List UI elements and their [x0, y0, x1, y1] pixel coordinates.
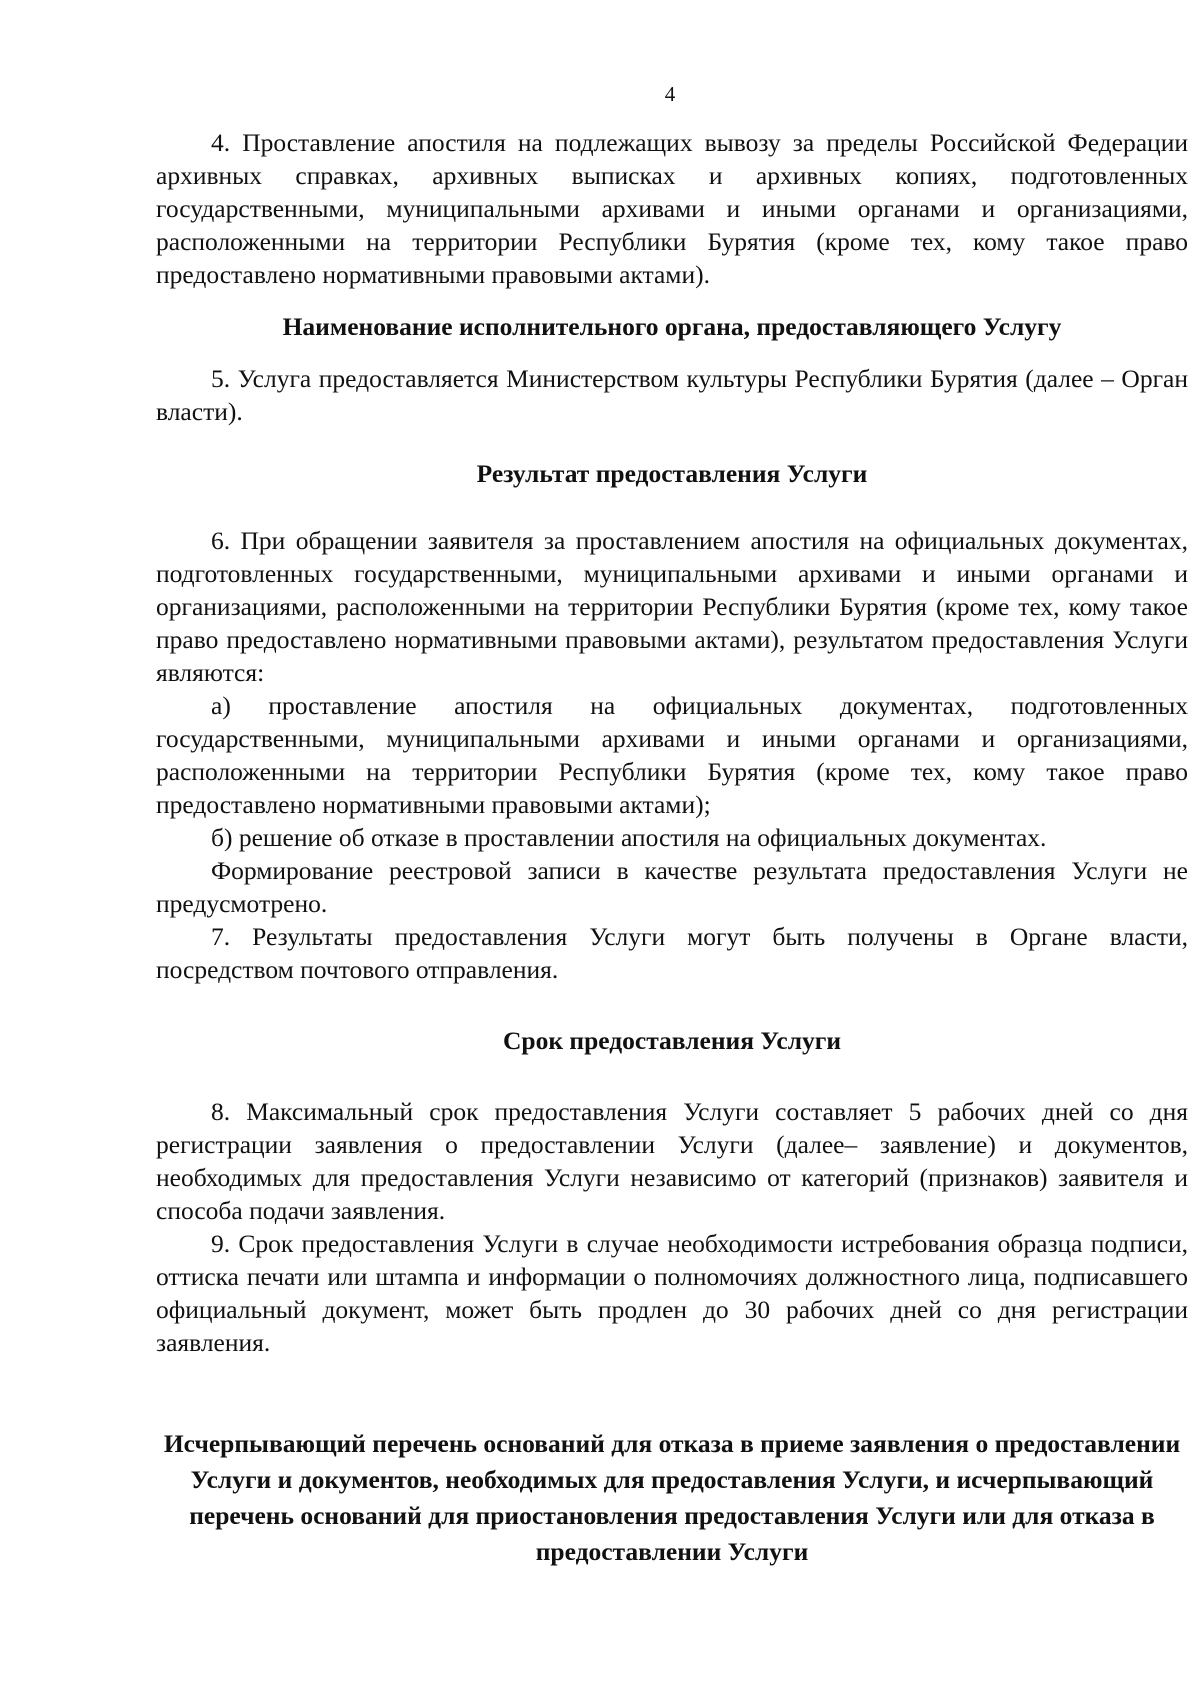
heading-service-term: Срок предоставления Услуги [502, 1026, 842, 1055]
heading-service-result: Результат предоставления Услуги [476, 459, 868, 488]
paragraph-8: 8. Максимальный срок предоставления Услуги составляет 5 рабочих дней со дня регистрации заявления о предоставлении Услуги (далее– заявление) и документов, необходимых для предоставления Услуги независимо от категорий (признаков) заявителя и способа подачи заявления. [156, 1097, 1188, 1225]
heading-executive-organ: Наименование исполнительного органа, предоставляющего Услугу [282, 312, 1062, 341]
paragraph-6c: Формирование реестровой записи в качестве результата предоставления Услуги не предусмотрено. [156, 856, 1188, 918]
paragraph-4: 4. Проставление апостиля на подлежащих вывозу за пределы Российской Федерации архивных справках, архивных выписках и архивных копиях, подготовленных государственными, муниципальными архивами и иными органами и организациями, расположенными на территории Республики Бурятия (кроме тех, кому такое право предоставлено нормативными правовыми актами). [156, 128, 1188, 289]
heading-refusal-grounds: Исчерпывающий перечень оснований для отказа в приеме заявления о предоставлении Услуги и документов, необходимых для предоставления Услуги, и исчерпывающий перечень оснований для приостановления предоставления Услуги или для отказа в предоставлении Услуги [163, 1429, 1181, 1566]
paragraph-7: 7. Результаты предоставления Услуги могут быть получены в Органе власти, посредством почтового отправления. [156, 922, 1188, 984]
paragraph-6a: а) проставление апостиля на официальных документах, подготовленных государственными, муниципальными архивами и иными органами и организациями, расположенными на территории Республики Бурятия (кроме тех, кому такое право предоставлено нормативными правовыми актами); [156, 691, 1188, 819]
paragraph-6: 6. При обращении заявителя за проставлением апостиля на официальных документах, подготовленных государственными, муниципальными архивами и иными органами и организациями, расположенными на территории Республики Бурятия (кроме тех, кому такое право предоставлено нормативными правовыми актами), результатом предоставления Услуги являются: [156, 526, 1188, 687]
page-number: 4 [664, 82, 676, 106]
paragraph-6b: б) решение об отказе в проставлении апостиля на официальных документах. [211, 823, 1047, 852]
paragraph-9: 9. Срок предоставления Услуги в случае необходимости истребования образца подписи, оттиска печати или штампа и информации о полномочиях должностного лица, подписавшего официальный документ, может быть продлен до 30 рабочих дней со дня регистрации заявления. [156, 1229, 1188, 1357]
document-body [156, 126, 1188, 1570]
paragraph-5: 5. Услуга предоставляется Министерством культуры Республики Бурятия (далее – Орган власти). [156, 364, 1188, 426]
